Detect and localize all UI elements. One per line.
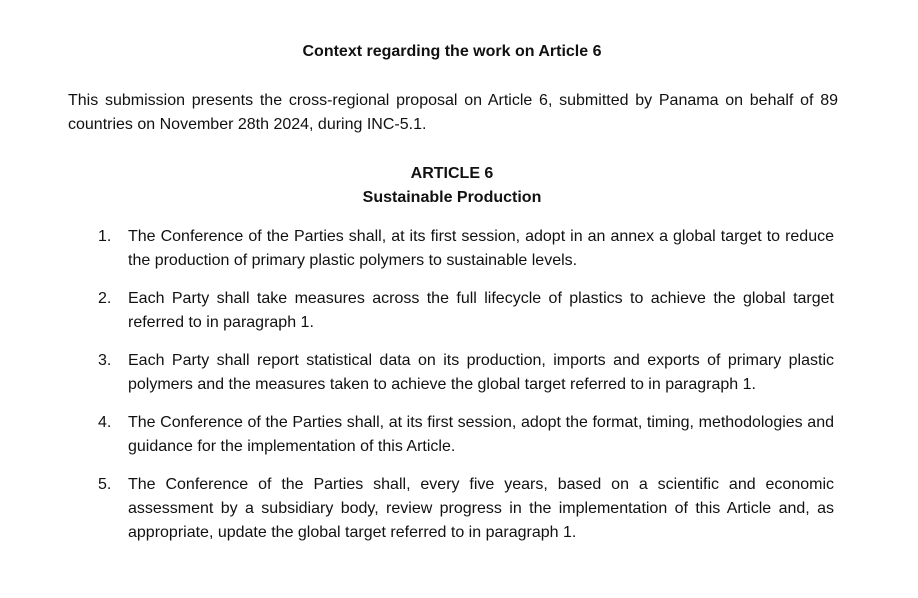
paragraph-text: Each Party shall report statistical data on its production, imports and exports of primary plastic polymers and the measures taken to achieve the global target referred to in paragraph 1. (128, 352, 834, 393)
article-subtitle: Sustainable Production (362, 189, 542, 206)
context-heading: Context regarding the work on Article 6 (302, 43, 602, 60)
article-paragraph-3 (0, 349, 918, 397)
article-title: ARTICLE 6 (410, 165, 494, 182)
paragraph-number: 1. (98, 228, 112, 245)
intro-paragraph: This submission presents the cross-regional proposal on Article 6, submitted by Panama on behalf of 89 countries on November 28th 2024, during INC-5.1. (68, 92, 838, 133)
article-paragraph-1 (0, 225, 918, 273)
paragraph-number: 5. (98, 476, 112, 493)
article-paragraph-2 (0, 287, 918, 335)
paragraph-text: The Conference of the Parties shall, every five years, based on a scientific and economic assessment by a subsidiary body, review progress in the implementation of this Article and, as appropriate, update the global target referred to in paragraph 1. (128, 476, 834, 541)
paragraph-number: 2. (98, 290, 112, 307)
paragraph-number: 3. (98, 352, 112, 369)
paragraph-text: Each Party shall take measures across the full lifecycle of plastics to achieve the global target referred to in paragraph 1. (128, 290, 834, 331)
article-paragraph-list (0, 225, 918, 559)
paragraph-number: 4. (98, 414, 112, 431)
paragraph-text: The Conference of the Parties shall, at its first session, adopt in an annex a global target to reduce the production of primary plastic polymers to sustainable levels. (128, 228, 834, 269)
article-paragraph-5 (0, 473, 918, 545)
article-paragraph-4 (0, 411, 918, 459)
paragraph-text: The Conference of the Parties shall, at its first session, adopt the format, timing, methodologies and guidance for the implementation of this Article. (128, 414, 834, 455)
